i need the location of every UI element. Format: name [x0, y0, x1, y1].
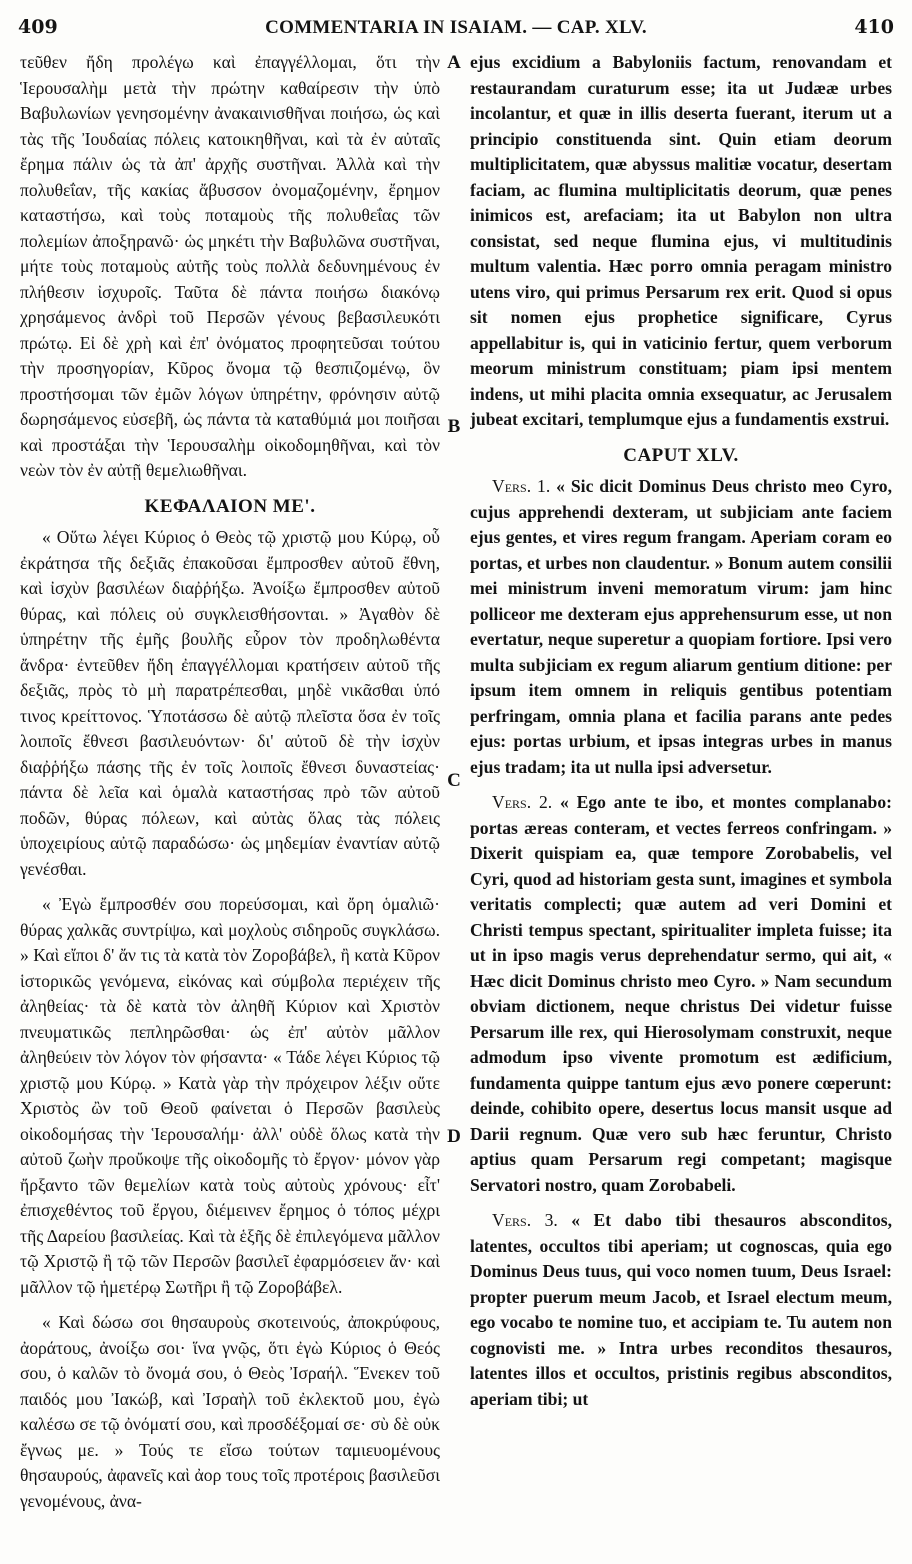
latin-verse-1 [470, 474, 892, 780]
latin-paragraph-1: ejus excidium a Babyloniis factum, renovandam et restaurandam curaturum esse; ita ut Judææ urbes incolantur, et quæ in illis deserta fuerant, iterum ut a principio constituenda sint. Quin etiam deorum multiplicitatem, quæ abyssus malitiæ vocatur, desertam faciam, ac flumina multiplicitatis deorum, quæ penes inimicos est, arefaciam; ita ut Babylon non ultra consistat, sed neque flumina ejus, vi multitudinis multum valentia. Hæc porro omnia peragam ministro utens viro, qui primus Persarum rex erit. Quod si opus sit nomen ejus prophetice significare, Cyrus appellabitur is, qui in vaticinio fertur, quem verborum meorum ministrum constituam; piam ipsi mentem indens, ut mihi placita omnia exsequatur, ac Jerusalem jubeat excitari, templumque ejus a fundamentis exstrui. [470, 52, 892, 429]
margin-letter-a: A [447, 52, 461, 73]
margin-letter-b: B [447, 416, 461, 437]
page-number-right: 410 [854, 16, 894, 38]
running-header [18, 16, 894, 46]
verse-label-3: Vers. 3. [492, 1210, 558, 1230]
page-number-left: 409 [18, 16, 58, 38]
latin-chapter-heading: CAPUT XLV. [623, 444, 739, 466]
latin-verse-2-text: « Ego ante te ibo, et montes complanabo: portas æreas conteram, et vectes ferreos confringam. » Dixerit quispiam ea, quæ tempore Zorobabelis, vel Cyri, quod ad historiam gesta sunt, imagines et symbola veritatis complecti; quæ autem ad veri Domini et Christi tempus spectant, spiritualiter impleta fuisse; ita ut in ipso magis verus deprehendatur sermo, qui ait, « Hæc dicit Dominus christo meo Cyro. » Nam secundum obviam dictionem, neque christus Dei videtur fuisse Persarum ille rex, qui Hierosolymam construxit, neque admodum ipso vivente promotum est ædificium, fundamenta quippe tantum ejus ævo ponere cœperunt: deinde, cohibito opere, desertus locus mansit usque ad Darii regnum. Quæ vero sub hæc feruntur, Christo aptius quam Persarum regi competant; magisque Servatori nostro, quam Zorobabeli. [470, 792, 892, 1195]
greek-paragraph-4: « Καὶ δώσω σοι θησαυροὺς σκοτεινούς, ἀποκρύφους, ἀοράτους, ἀνοίξω σοι· ἵνα γνῷς, ὅτι ἐγὼ Κύριος ὁ Θεός σου, ὁ καλῶν τὸ ὄνομά σου, ὁ Θεὸς Ἰσραήλ. Ἕνεκεν τοῦ παιδός μου Ἰακώβ, καὶ Ἰσραὴλ τοῦ ἐκλεκτοῦ μου, ἐγὼ καλέσω σε τῷ ὀνόματί σου, καὶ προσδέξομαί σε· σὺ δὲ οὐκ ἔγνως με. » Τούς τε εἴσω τούτων ταμιευομένους θησαυρούς, ἀφανεῖς καὶ ἀορ τους τοῖς προτέροις βασιλεῦσι γενομένους, ἀνα- [20, 1312, 440, 1511]
latin-column [470, 50, 892, 1554]
greek-paragraph-2: « Οὕτω λέγει Κύριος ὁ Θεὸς τῷ χριστῷ μου Κύρῳ, οὗ ἐκράτησα τῆς δεξιᾶς ἐπακοῦσαι ἔμπροσθεν αὐτοῦ ἔθνη, καὶ ἰσχὺν βασιλέων διαῤῥήξω. Ἀνοίξω ἔμπροσθεν αὐτοῦ θύρας, καὶ πόλεις οὐ συγκλεισθήσονται. » Ἀγαθὸν δὲ ὑπηρέτην τῆς ἐμῆς βουλῆς εὗρον τὸν προδηλωθέντα ἄνδρα· ἐντεῦθεν ἤδη ἐπαγγέλλομαι κρατήσειν αὐτοῦ τῆς δεξιᾶς, πρὸς τὸ μὴ παρατρέπεσθαι, μηδὲ νικᾶσθαι ὑπό τινος κρείττονος. Ὑποτάσσω δὲ αὐτῷ πλεῖστα ὅσα ἐν τοῖς λοιποῖς ἔθνεσι βασιλευόντων· δι' αὐτοῦ δὲ τὴν ἰσχὺν διαῤῥήξω πάσης τῆς ἐν τοῖς λοιποῖς ἔθνεσι δυναστείας· πάντα δὲ λεῖα καὶ ὁμαλὰ καταστήσας πρὸ τῶν αὐτοῦ ποδῶν, θύρας πόλεων, καὶ αὐτὰς ὅλας τὰς πόλεις ὑποχειρίους αὐτῷ παραδώσω· ὡς μηδεμίαν ἐναντίαν αὐτῷ γενέσθαι. [20, 527, 440, 879]
margin-letter-c: C [447, 770, 461, 791]
greek-chapter-heading: ΚΕΦΑΛΑΙΟΝ ΜΕ'. [144, 495, 316, 517]
latin-verse-3-text: « Et dabo tibi thesauros absconditos, latentes, occultos tibi aperiam; ut cognoscas, quia ego Dominus Deus tuus, qui voco nomen tuum, Deus Israel: propter puerum meum Jacob, et Israel electum meum, ego vocabo te nomine tuo, et accipiam te. Tu autem non cognovisti me. » Intra urbes reconditos thesauros, latentes illos et occultos, pristinis regibus absconditos, aperiam tibi; ut [470, 1210, 892, 1409]
latin-verse-2 [470, 790, 892, 1198]
greek-paragraph-3: « Ἐγὼ ἔμπροσθέν σου πορεύσομαι, καὶ ὄρη ὁμαλιῶ· θύρας χαλκᾶς συντρίψω, καὶ μοχλοὺς σιδηροῦς συγκλάσω. » Καὶ εἴποι δ' ἄν τις τὰ κατὰ τὸν Ζοροβάβελ, ἢ κατὰ Κῦρον ἱστορικῶς γενόμενα, εἰκόνας καὶ σύμβολα περιέχειν τῆς ἀληθείας· τὰ δὲ κατὰ τὸν ἀληθῆ Κύριον καὶ Χριστὸν πνευματικῶς πεπληρῶσθαι· ὡς ἐπ' αὐτὸν μᾶλλον ἀληθεύειν τὸν λόγον τὸν φήσαντα· « Τάδε λέγει Κύριος τῷ χριστῷ μου Κύρῳ. » Κατὰ γὰρ τὴν πρόχειρον λέξιν οὔτε Χριστὸς ὢν τοῦ Θεοῦ φαίνεται ὁ Περσῶν βασιλεὺς οἰκοδομήσας τὴν Ἱερουσαλήμ· ἀλλ' οὐδὲ ὅλως κατὰ τὴν αὐτοῦ ζωὴν προὔκοψε τῆς οἰκοδομῆς τὸ ἔργον· μόνον γὰρ ἤρξαντο τῶν θεμελίων κατὰ τοὺς αὐτοὺς χρόνους· εἶτ' ἐπισχεθέντος τοῦ ἔργου, διέμεινεν ἔρημος ὁ τόπος μέχρι τῆς Δαρείου βασιλείας. Καὶ τὰ ἑξῆς δὲ ἐπιλεγόμενα μᾶλλον τῷ Χριστῷ ἢ τῷ τῶν Περσῶν βασιλεῖ ἐφαρμόσειεν ἄν· καὶ μᾶλλον τῷ ἡμετέρῳ Σωτῆρι ἢ τῷ Ζοροβάβελ. [20, 894, 440, 1297]
running-title: COMMENTARIA IN ISAIAM. — CAP. XLV. [265, 17, 647, 38]
greek-column [20, 50, 440, 1554]
greek-paragraph-1: τεῦθεν ἤδη προλέγω καὶ ἐπαγγέλλομαι, ὅτι τὴν Ἱερουσαλὴμ μετὰ τὴν πρώτην καθαίρεσιν τὴν ὑπὸ Βαβυλωνίων γενησομένην ἀνακαινισθῆναι ποιήσω, ὡς καὶ τὰς τῆς Ἰουδαίας πόλεις κατοικηθῆναι, καὶ τὰ ἐν αὐταῖς ἔρημα πάλιν ὡς τὰ ἀπ' ἀρχῆς συστῆναι. Ἀλλὰ καὶ τὴν πολυθεΐαν, τῆς κακίας ἄβυσσον ὀνομαζομένην, ἔρημον καταστήσω, καὶ τοὺς ποταμοὺς τῆς πολυθεΐας τῶν πολεμίων ἀποξηρανῶ· ὡς μηκέτι τὴν Βαβυλῶνα συστῆναι, μήτε τοὺς ποταμοὺς αὐτῆς τοὺς πολλὰ δεδυνημένους ἐν πλήθεσιν ἰσχυροῖς. Ταῦτα δὲ πάντα ποιήσω διακόνῳ χρησάμενος ἀνδρὶ τοῦ Περσῶν γένους βεβασιλευκότι πρώτῳ. Εἰ δὲ χρὴ καὶ ἐπ' ὀνόματος προφητεῦσαι τούτου τὴν προσηγορίαν, Κῦρος ὄνομα τῷ θεσπιζομένῳ, ὃν προστήσομαι τῶν ἐμῶν λόγων ὑπηρέτην, φρόνησιν αὐτῷ δωρησάμενος εὐσεβῆ, ὡς πάντα τὰ καταθύμιά μοι ποιῆσαι καὶ προστάξαι τὴν Ἱερουσαλὴμ οἰκοδομηθῆναι, καὶ τὸν νεὼν τὸν ἐν αὐτῇ θεμελιωθῆναι. [20, 52, 440, 480]
margin-letter-d: D [447, 1126, 461, 1147]
latin-verse-1-text: « Sic dicit Dominus Deus christo meo Cyro, cujus apprehendi dexteram, ut subjiciam ante faciem ejus gentes, et vires regum frangam. Aperiam coram eo portas, et urbes non claudentur. » Bonum autem consilii mei ministrum inveni memoratum virum: jam hinc polliceor me dexteram ejus apprehensurum esse, ut non evertatur, neque superetur a quopiam fortiore. Ipsi vero multa subjiciam ex regum aliarum gentium ditione: per ipsum item omnem in reliquis gentibus potentiam perfringam, omnia plana et facilia parans ante pedes ejus: portas urbium, et ipsas integras urbes in manus ejus tradam; ita ut nulla ipsi adversetur. [470, 476, 892, 777]
verse-label-2: Vers. 2. [492, 792, 553, 812]
verse-label-1: Vers. 1. [492, 476, 551, 496]
latin-verse-3 [470, 1208, 892, 1412]
